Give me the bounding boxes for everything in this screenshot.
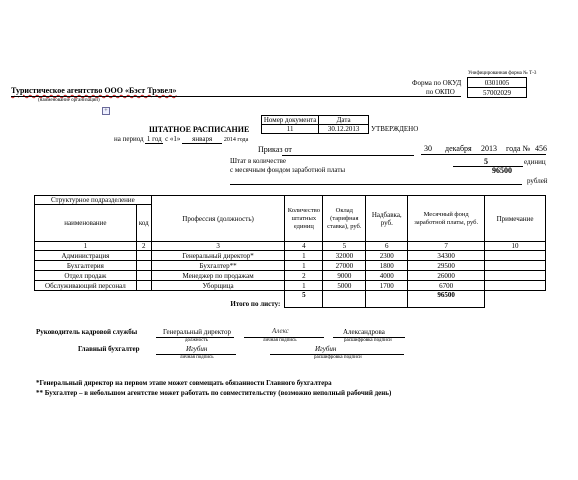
order-date-line xyxy=(282,155,414,156)
hr-position: Генеральный директор xyxy=(163,328,231,336)
staff-underline xyxy=(453,166,523,167)
approved-label: УТВЕРЖДЕНО xyxy=(371,125,419,133)
row-salary: 9000 xyxy=(323,271,366,281)
row-salary: 27000 xyxy=(323,261,366,271)
caption-signature-2: личная подпись xyxy=(180,355,214,360)
row-count: 2 xyxy=(285,271,323,281)
chief-accountant-label: Главный бухгалтер xyxy=(78,345,140,353)
row-note xyxy=(485,261,546,271)
column-numbers-row xyxy=(35,242,546,251)
period-line xyxy=(114,135,248,144)
order-year-suffix: года № xyxy=(506,144,531,153)
header-salary-text: Оклад (тарифная ставка), руб. xyxy=(327,206,362,230)
codes-box xyxy=(467,77,527,98)
row-division: Бухгалтерия xyxy=(35,261,137,271)
header-salary xyxy=(323,196,366,242)
period-from: с xyxy=(165,135,169,143)
header-bonus xyxy=(366,196,408,242)
row-division: Отдел продаж xyxy=(35,271,137,281)
chief-name: Игубин xyxy=(315,345,337,353)
okud-label: Форма по ОКУД xyxy=(412,79,462,87)
table-row xyxy=(35,261,546,271)
row-code xyxy=(136,251,151,261)
totals-bonus xyxy=(366,291,408,308)
column-number: 2 xyxy=(136,242,151,251)
column-number: 3 xyxy=(151,242,285,251)
staff-count-label: Штат в количестве xyxy=(230,157,287,165)
footnote-2: ** Бухгалтер – в небольшом агентстве может работать по совместительству (возможно неполный рабочий день) xyxy=(36,389,392,397)
caption-signature: личная подпись xyxy=(263,338,297,343)
header-note xyxy=(485,196,546,242)
fund-label: с месячным фондом заработной платы xyxy=(230,166,346,174)
totals-count: 5 xyxy=(285,291,323,308)
table-move-handle-icon[interactable]: + xyxy=(102,107,110,115)
column-number: 6 xyxy=(366,242,408,251)
order-underline xyxy=(421,154,546,155)
order-label: Приказ от xyxy=(258,145,292,154)
row-salary: 5000 xyxy=(323,281,366,291)
row-code xyxy=(136,261,151,271)
doc-number-header: Номер документа xyxy=(262,116,319,125)
document-number-box xyxy=(261,115,369,134)
fund-underline xyxy=(230,184,522,185)
row-salary: 32000 xyxy=(323,251,366,261)
totals-row xyxy=(35,291,546,308)
order-number: 456 xyxy=(535,144,547,153)
hr-signature: Алекс xyxy=(272,327,289,335)
organization-name xyxy=(11,86,177,95)
header-count xyxy=(285,196,323,242)
row-bonus: 1700 xyxy=(366,281,408,291)
header-division: Структурное подразделение xyxy=(35,196,152,205)
hr-head-label: Руководитель кадровой службы xyxy=(36,328,138,336)
table-row xyxy=(35,251,546,261)
row-division: Администрация xyxy=(35,251,137,261)
row-count: 1 xyxy=(285,261,323,271)
order-month: декабря xyxy=(445,144,472,153)
staff-count-value: 5 xyxy=(484,157,488,166)
row-code xyxy=(136,271,151,281)
row-position: Бухгалтер** xyxy=(151,261,285,271)
doc-date: 30.12.2013 xyxy=(319,125,369,134)
doc-date-header: Дата xyxy=(319,116,369,125)
caption-position: должность xyxy=(185,338,208,343)
caption-decode: расшифровка подписи xyxy=(344,338,392,343)
row-bonus: 1800 xyxy=(366,261,408,271)
organization-underline xyxy=(11,96,461,97)
okud-value: 0301005 xyxy=(468,78,527,88)
row-count: 1 xyxy=(285,281,323,291)
footnote-1: *Генеральный директор на первом этапе может совмещать обязанности Главного бухгалтера xyxy=(36,379,332,387)
header-division-code: код xyxy=(136,205,151,242)
header-count-text: Количество штатных единиц xyxy=(287,206,320,230)
column-number: 10 xyxy=(485,242,546,251)
row-count: 1 xyxy=(285,251,323,261)
document-title: ШТАТНОЕ РАСПИСАНИЕ xyxy=(149,125,250,134)
row-bonus: 4000 xyxy=(366,271,408,281)
table-row xyxy=(35,271,546,281)
organization-caption: (наименование организации) xyxy=(38,98,100,103)
header-profession-text: Профессия (должность) xyxy=(182,214,254,223)
row-position: Уборщица xyxy=(151,281,285,291)
header-monthly xyxy=(408,196,485,242)
period-day: «1» xyxy=(169,135,181,143)
period-year: 2014 года xyxy=(223,137,249,143)
staffing-table xyxy=(34,195,546,308)
unified-form-label: Унифицированная форма № Т-3 xyxy=(468,71,537,76)
row-position: Генеральный директор* xyxy=(151,251,285,261)
totals-salary xyxy=(323,291,366,308)
okpo-value: 57002029 xyxy=(468,88,527,98)
row-monthly: 29500 xyxy=(408,261,485,271)
period-years: 1 год xyxy=(146,135,162,143)
row-monthly: 6700 xyxy=(408,281,485,291)
row-monthly: 34300 xyxy=(408,251,485,261)
order-year: 2013 xyxy=(481,144,497,153)
header-bonus-text: Надбавка, руб. xyxy=(371,210,402,227)
row-note xyxy=(485,251,546,261)
row-division: Обслуживающий персонал xyxy=(35,281,137,291)
period-prefix: на период xyxy=(114,135,144,143)
totals-note xyxy=(485,291,546,308)
column-number: 5 xyxy=(323,242,366,251)
fund-unit: рублей xyxy=(527,177,548,185)
row-position: Менеджер по продажам xyxy=(151,271,285,281)
totals-label: Итого по листу: xyxy=(230,299,281,308)
row-bonus: 2300 xyxy=(366,251,408,261)
doc-number: 11 xyxy=(262,125,319,134)
header-note-text: Примечание xyxy=(496,214,534,223)
header-profession xyxy=(151,196,285,242)
totals-monthly: 96500 xyxy=(408,291,485,308)
staff-count-unit: единиц xyxy=(524,158,546,166)
column-number: 1 xyxy=(35,242,137,251)
chief-signature: Игубин xyxy=(186,345,208,353)
row-monthly: 26000 xyxy=(408,271,485,281)
row-note xyxy=(485,271,546,281)
organization-name-text: Туристическое агентство ООО «Бэст Трэвел» xyxy=(11,86,177,95)
table-row xyxy=(35,281,546,291)
period-month: января xyxy=(182,135,222,144)
okpo-label: по ОКПО xyxy=(426,88,455,96)
row-code xyxy=(136,281,151,291)
column-number: 4 xyxy=(285,242,323,251)
order-day: 30 xyxy=(424,144,432,153)
hr-name: Александрова xyxy=(343,328,385,336)
caption-decode-2: расшифровка подписи xyxy=(314,355,362,360)
row-note xyxy=(485,281,546,291)
header-monthly-text: Месячный фонд заработной платы, руб. xyxy=(414,210,479,226)
column-number: 7 xyxy=(408,242,485,251)
header-division-name: наименование xyxy=(35,205,137,242)
fund-value: 96500 xyxy=(492,166,512,175)
